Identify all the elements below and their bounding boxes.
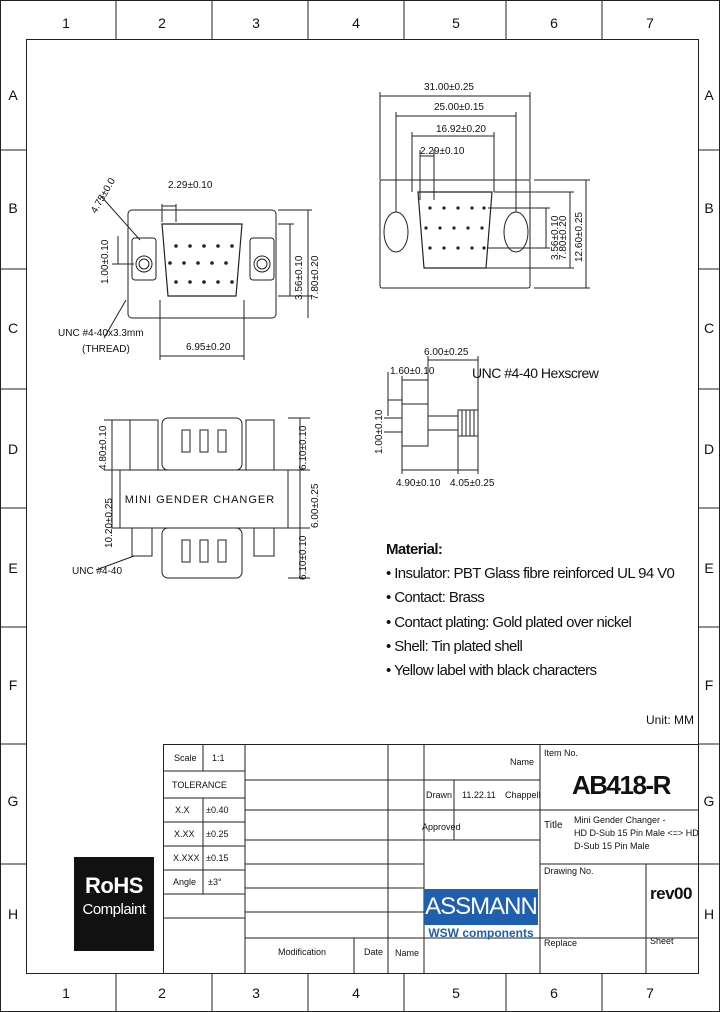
tolerance-key: X.XXX [173, 853, 200, 863]
col-label: 1 [62, 985, 70, 1001]
front-view-dims [58, 176, 321, 355]
material-block [386, 538, 686, 683]
row-label: F [8, 677, 18, 693]
title-text: D-Sub 15 Pin Male [574, 841, 650, 851]
dim-label: 7.80±0.20 [310, 255, 321, 300]
row-label: C [7, 320, 19, 336]
row-label: F [704, 677, 714, 693]
tolerance-key: Angle [173, 877, 197, 887]
row-label: E [8, 560, 18, 576]
row-label: H [703, 906, 715, 922]
col-label: 3 [252, 985, 260, 1001]
revision: rev00 [650, 884, 692, 903]
dim-label: 2.29±0.10 [168, 180, 213, 191]
row-label: E [704, 560, 714, 576]
col-label: 3 [252, 15, 260, 31]
name-label: Name [510, 757, 535, 767]
row-label: A [8, 87, 18, 103]
tolerance-key: X.XX [174, 829, 195, 839]
col-label: 6 [550, 985, 558, 1001]
drawing-no-label: Drawing No. [544, 866, 594, 876]
material-list [386, 562, 686, 683]
side-label: MINI GENDER CHANGER [124, 494, 276, 506]
dim-label: 31.00±0.25 [424, 82, 474, 93]
col-label: 5 [452, 15, 460, 31]
row-label: G [703, 793, 715, 809]
drawn-name: Chappell [505, 790, 541, 800]
note-label: UNC #4-40 [72, 566, 123, 577]
col-label: 4 [352, 985, 360, 1001]
note-label: (THREAD) [82, 344, 130, 355]
assmann-logo [424, 889, 538, 940]
material-item: • Contact plating: Gold plated over nickel [386, 611, 686, 635]
dim-label: 7.80±0.20 [558, 215, 569, 260]
tolerance-key: X.X [175, 805, 190, 815]
row-label: D [7, 441, 19, 457]
dim-label: 6.10±0.10 [298, 535, 309, 580]
row-label: B [704, 200, 714, 216]
dim-label: 1.00±0.10 [374, 409, 385, 454]
row-label: D [703, 441, 715, 457]
dim-label: 4.75±0.0 [89, 176, 119, 216]
rohs-subtitle: Complaint [82, 901, 146, 918]
title-label: Title [544, 820, 563, 831]
row-label: A [704, 87, 714, 103]
dim-label: 6.10±0.10 [298, 425, 309, 470]
rear-view-dims [420, 82, 585, 262]
col-label: 7 [646, 15, 654, 31]
drawn-label: Drawn [426, 790, 453, 800]
col-label: 1 [62, 15, 70, 31]
material-title: Material: [386, 541, 443, 558]
drawn-date: 11.22.11 [462, 790, 496, 800]
dim-label: 6.00±0.25 [310, 483, 321, 528]
unit-label: Unit: MM [646, 713, 694, 727]
col-label: 2 [158, 985, 166, 1001]
rohs-title: RoHS [85, 873, 143, 898]
dim-label: 16.92±0.20 [436, 124, 486, 135]
logo-subtext: WSW components [428, 926, 534, 940]
date-label: Date [364, 947, 384, 957]
dim-label: 3.56±0.10 [294, 255, 305, 300]
tolerance-value: ±3° [208, 877, 222, 887]
title-text: Mini Gender Changer - [574, 815, 666, 825]
side-view-dims [72, 425, 321, 580]
dim-label: 4.05±0.25 [450, 478, 495, 489]
scale-label: Scale [174, 753, 197, 763]
dim-label: 1.00±0.10 [100, 239, 111, 284]
dim-label: 12.60±0.25 [574, 212, 585, 262]
dim-label: 3.56±0.10 [550, 215, 561, 260]
dim-label: 6.00±0.25 [424, 347, 469, 358]
dim-label: 4.80±0.10 [98, 425, 109, 470]
col-label: 5 [452, 985, 460, 1001]
row-label: G [7, 793, 19, 809]
dim-label: 2.29±0.10 [420, 146, 465, 157]
row-label: B [8, 200, 18, 216]
col-label: 2 [158, 15, 166, 31]
material-item: • Contact: Brass [386, 586, 686, 610]
approved-label: Approved [422, 822, 461, 832]
row-label: H [7, 906, 19, 922]
dim-label: 10.20±0.25 [104, 498, 115, 548]
tolerance-value: ±0.25 [206, 829, 229, 839]
col-label: 6 [550, 15, 558, 31]
material-item: • Insulator: PBT Glass fibre reinforced UL 94 V0 [386, 562, 686, 586]
logo-text: ASSMANN [424, 889, 538, 925]
col-label: 4 [352, 15, 360, 31]
col-label: 7 [646, 985, 654, 1001]
modification-label: Modification [278, 947, 327, 957]
item-no-label: Item No. [544, 748, 579, 758]
dim-label: 4.90±0.10 [396, 478, 441, 489]
dim-label: 6.95±0.20 [186, 342, 231, 353]
note-label: UNC #4-40x3.3mm [58, 328, 144, 339]
dim-label: 25.00±0.15 [434, 102, 484, 113]
replace-label: Replace [544, 938, 578, 948]
material-item: • Shell: Tin plated shell [386, 635, 686, 659]
tolerance-value: ±0.40 [206, 805, 229, 815]
tolerance-value: ±0.15 [206, 853, 229, 863]
material-item: • Yellow label with black characters [386, 659, 686, 683]
name2-label: Name [395, 948, 420, 958]
item-number: AB418-R [572, 770, 670, 800]
tolerance-label: TOLERANCE [172, 780, 227, 790]
sheet-label: Sheet [650, 936, 674, 946]
rohs-badge [74, 857, 154, 951]
scale-value: 1:1 [212, 753, 225, 763]
dim-label: 1.60±0.10 [390, 366, 435, 377]
row-label: C [703, 320, 715, 336]
title-text: HD D-Sub 15 Pin Male <=> HD [574, 828, 699, 838]
hexscrew-title: UNC #4-40 Hexscrew [472, 365, 599, 381]
